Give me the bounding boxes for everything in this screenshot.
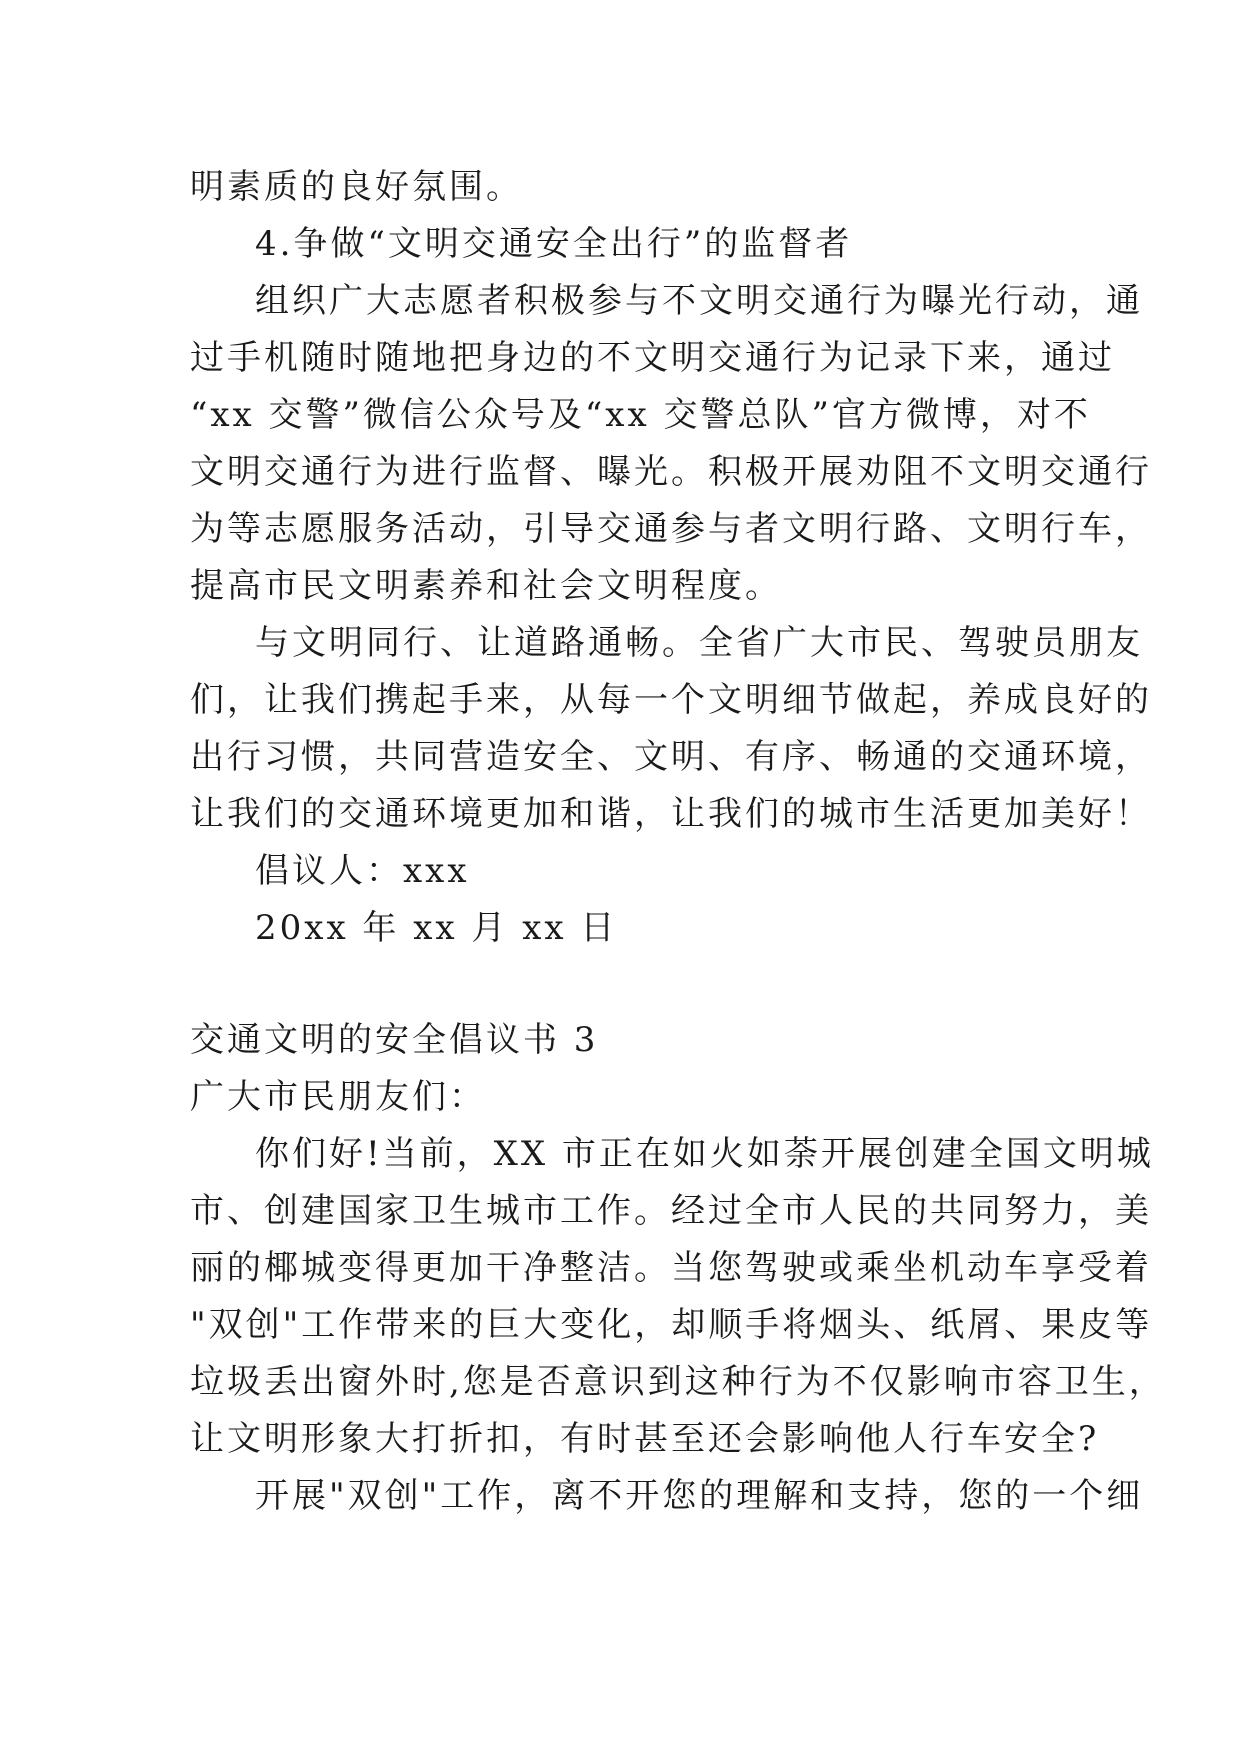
text-line: 明素质的良好氛围。 bbox=[190, 167, 523, 207]
text-line: 市、创建国家卫生城市工作。经过全市人民的共同努力，美 bbox=[190, 1191, 1152, 1231]
text-line: “xx 交警”微信公众号及“xx 交警总队”官方微博，对不 bbox=[190, 395, 1091, 435]
text-line: 们，让我们携起手来，从每一个文明细节做起，养成良好的 bbox=[190, 680, 1152, 720]
text-line: 组织广大志愿者积极参与不文明交通行为曝光行动，通 bbox=[255, 281, 1143, 321]
text-line: 开展"双创"工作，离不开您的理解和支持，您的一个细 bbox=[255, 1476, 1144, 1516]
text-line: 提高市民文明素养和社会文明程度。 bbox=[190, 566, 782, 606]
text-line: 你们好!当前，XX 市正在如火如荼开展创建全国文明城 bbox=[255, 1134, 1154, 1174]
text-line: 过手机随时随地把身边的不文明交通行为记录下来，通过 bbox=[190, 338, 1115, 378]
text-line: 让文明形象大打折扣，有时甚至还会影响他人行车安全? bbox=[190, 1419, 1100, 1459]
text-line: 让我们的交通环境更加和谐，让我们的城市生活更加美好！ bbox=[190, 794, 1152, 834]
text-line: 垃圾丢出窗外时,您是否意识到这种行为不仅影响市容卫生， bbox=[190, 1362, 1166, 1402]
text-line: 为等志愿服务活动，引导交通参与者文明行路、文明行车， bbox=[190, 509, 1152, 549]
date-line: 20xx 年 xx 月 xx 日 bbox=[255, 908, 618, 948]
text-line: 出行习惯，共同营造安全、文明、有序、畅通的交通环境， bbox=[190, 737, 1152, 777]
document-title: 交通文明的安全倡议书 3 bbox=[190, 1020, 599, 1060]
text-line: 文明交通行为进行监督、曝光。积极开展劝阻不文明交通行 bbox=[190, 452, 1152, 492]
text-line: 与文明同行、让道路通畅。全省广大市民、驾驶员朋友 bbox=[255, 623, 1143, 663]
text-line: "双创"工作带来的巨大变化，却顺手将烟头、纸屑、果皮等 bbox=[190, 1305, 1153, 1345]
text-line: 丽的椰城变得更加干净整洁。当您驾驶或乘坐机动车享受着 bbox=[190, 1248, 1152, 1288]
signatory: 倡议人：xxx bbox=[255, 851, 470, 891]
section-heading: 4.争做“文明交通安全出行”的监督者 bbox=[255, 224, 853, 264]
salutation: 广大市民朋友们： bbox=[190, 1077, 486, 1117]
